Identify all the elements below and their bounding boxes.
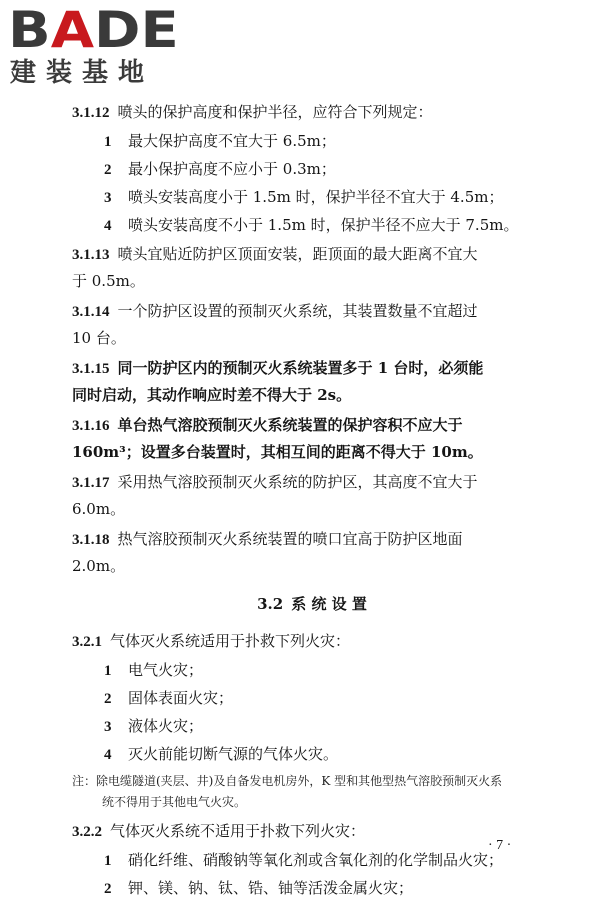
list-item: 2 最小保护高度不应小于 0.3m； (104, 160, 336, 178)
clause-continuation: 10 台。 (72, 329, 126, 347)
page-number: · 7 · (488, 838, 512, 853)
clause-3-1-16: 3.1.16 单台热气溶胶预制灭火系统装置的保护容积不应大于 (72, 416, 463, 434)
list-item: 3 液体火灾； (104, 717, 204, 735)
list-item: 4 喷头安装高度不小于 1.5m 时，保护半径不应大于 7.5m。 (104, 216, 519, 234)
note-line-1: 注：除电缆隧道(夹层、井)及自备发电机房外，K 型和其他型热气溶胶预制灭火系 (72, 774, 503, 788)
list-item: 1 最大保护高度不宜大于 6.5m； (104, 132, 336, 150)
logo-subtitle: 建装基地 (10, 58, 155, 88)
clause-3-1-18: 3.1.18 热气溶胶预制灭火系统装置的喷口宜高于防护区地面 (72, 530, 463, 548)
clause-3-1-17: 3.1.17 采用热气溶胶预制灭火系统的防护区，其高度不宜大于 (72, 473, 478, 491)
brand-logo (6, 1, 179, 90)
list-item: 3 喷头安装高度小于 1.5m 时，保护半径不宜大于 4.5m； (104, 188, 504, 206)
clause-continuation: 6.0m。 (72, 500, 126, 518)
clause-3-1-15: 3.1.15 同一防护区内的预制灭火系统装置多于 1 台时，必须能 (72, 359, 484, 377)
clause-3-1-12: 3.1.12 喷头的保护高度和保护半径，应符合下列规定： (72, 103, 433, 121)
clause-3-2-2: 3.2.2 气体灭火系统不适用于扑救下列火灾： (72, 822, 366, 840)
list-item: 1 硝化纤维、硝酸钠等氧化剂或含氧化剂的化学制品火灾； (104, 851, 504, 869)
list-item: 2 固体表面火灾； (104, 689, 234, 707)
clause-3-1-13: 3.1.13 喷头宜贴近防护区顶面安装，距顶面的最大距离不宜大 (72, 245, 478, 263)
clause-continuation: 2.0m。 (72, 557, 126, 575)
list-item: 1 电气火灾； (104, 661, 204, 679)
clause-continuation: 同时启动，其动作响应时差不得大于 2s。 (72, 386, 352, 404)
clause-3-2-1: 3.2.1 气体灭火系统适用于扑救下列火灾： (72, 632, 351, 650)
clause-continuation: 于 0.5m。 (72, 272, 145, 290)
list-item: 2 钾、镁、钠、钛、锆、铀等活泼金属火灾； (104, 879, 414, 897)
clause-3-1-14: 3.1.14 一个防护区设置的预制灭火系统，其装置数量不宜超过 (72, 302, 478, 320)
note-line-2: 统不得用于其他电气火灾。 (102, 795, 247, 809)
section-heading: 3.2 系 统 设 置 (257, 595, 367, 613)
list-item: 4 灭火前能切断气源的气体火灾。 (104, 745, 339, 763)
logo-wordmark: BADE (8, 1, 179, 59)
clause-continuation: 160m³；设置多台装置时，其相互间的距离不得大于 10m。 (72, 443, 483, 461)
